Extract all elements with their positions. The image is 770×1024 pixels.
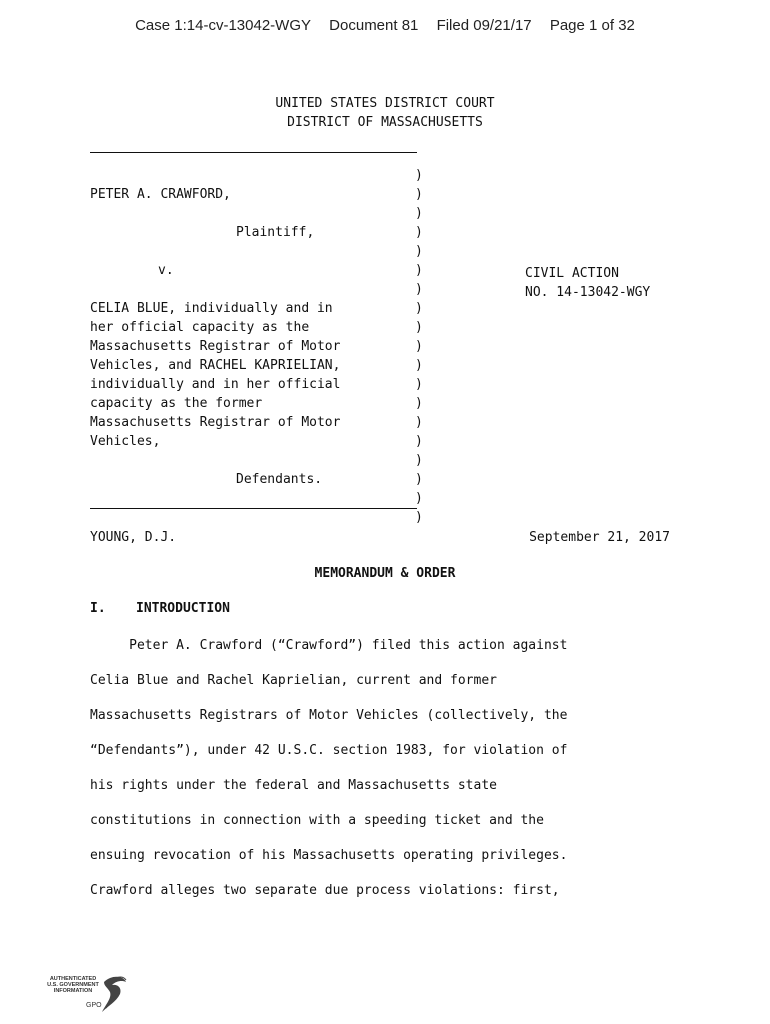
paren: ) (415, 206, 423, 221)
paren: ) (415, 510, 423, 525)
section-heading (90, 601, 230, 616)
civil-action-label: CIVIL ACTION (525, 266, 619, 281)
paren: ) (415, 453, 423, 468)
versus-label: v. (158, 263, 174, 278)
civil-action-block (525, 264, 650, 302)
body-line: Crawford alleges two separate due process violations: first, (90, 883, 560, 898)
paren: ) (415, 358, 423, 373)
paren: ) (415, 377, 423, 392)
paren: ) (415, 187, 423, 202)
court-name: UNITED STATES DISTRICT COURT (275, 96, 495, 111)
eagle-icon (42, 972, 132, 1018)
caption-bottom-rule (90, 508, 417, 509)
section-title: INTRODUCTION (136, 601, 230, 616)
body-paragraph (90, 636, 680, 916)
paren: ) (415, 320, 423, 335)
section-number: I. (90, 601, 106, 616)
paren: ) (415, 301, 423, 316)
defendant-role: Defendants. (236, 472, 323, 487)
filed-date: Filed 09/21/17 (436, 17, 532, 34)
gpo-label: GPO (86, 1002, 102, 1009)
body-line: Celia Blue and Rachel Kaprielian, current and former (90, 673, 497, 688)
case-number: Case 1:14-cv-13042-WGY (135, 17, 311, 34)
judge-name: YOUNG, D.J. (90, 530, 177, 545)
paren: ) (415, 263, 423, 278)
paren: ) (415, 225, 423, 240)
paren: ) (415, 491, 423, 506)
paren: ) (415, 396, 423, 411)
defendant-line: CELIA BLUE, individually and in (90, 301, 333, 316)
paren: ) (415, 244, 423, 259)
defendant-line: Massachusetts Registrar of Motor (90, 415, 341, 430)
filing-header (0, 17, 770, 34)
body-line: ensuing revocation of his Massachusetts operating privileges. (90, 848, 568, 863)
document-number: Document 81 (329, 17, 419, 34)
defendant-line: Vehicles, and RACHEL KAPRIELIAN, (90, 358, 341, 373)
caption-parentheses (415, 166, 423, 527)
defendant-line: capacity as the former (90, 396, 263, 411)
court-district: DISTRICT OF MASSACHUSETTS (287, 115, 483, 130)
paren: ) (415, 339, 423, 354)
civil-action-number: NO. 14-13042-WGY (525, 285, 651, 300)
paren: ) (415, 168, 423, 183)
body-line: Massachusetts Registrars of Motor Vehicles (collectively, the (90, 708, 568, 723)
seal-text: AUTHENTICATED U.S. GOVERNMENT INFORMATION (47, 976, 99, 994)
page-number: Page 1 of 32 (549, 17, 635, 34)
caption-top-rule (90, 152, 417, 153)
document-title: MEMORANDUM & ORDER (314, 566, 456, 581)
defendant-line: her official capacity as the (90, 320, 310, 335)
body-line: “Defendants”), under 42 U.S.C. section 1983, for violation of (90, 743, 568, 758)
case-caption (90, 152, 430, 525)
defendant-line: Vehicles, (90, 434, 161, 449)
plaintiff-name: PETER A. CRAWFORD, (90, 187, 231, 202)
body-line: Peter A. Crawford (“Crawford”) filed this action against (90, 638, 568, 653)
order-date: September 21, 2017 (529, 530, 670, 545)
court-heading (0, 94, 770, 132)
plaintiff-role: Plaintiff, (236, 225, 315, 240)
paren: ) (415, 282, 423, 297)
defendant-line: individually and in her official (90, 377, 341, 392)
paren: ) (415, 415, 423, 430)
gpo-authentication-seal (42, 972, 132, 1018)
paren: ) (415, 434, 423, 449)
defendant-line: Massachusetts Registrar of Motor (90, 339, 341, 354)
body-line: constitutions in connection with a speeding ticket and the (90, 813, 544, 828)
paren: ) (415, 472, 423, 487)
body-line: his rights under the federal and Massachusetts state (90, 778, 497, 793)
